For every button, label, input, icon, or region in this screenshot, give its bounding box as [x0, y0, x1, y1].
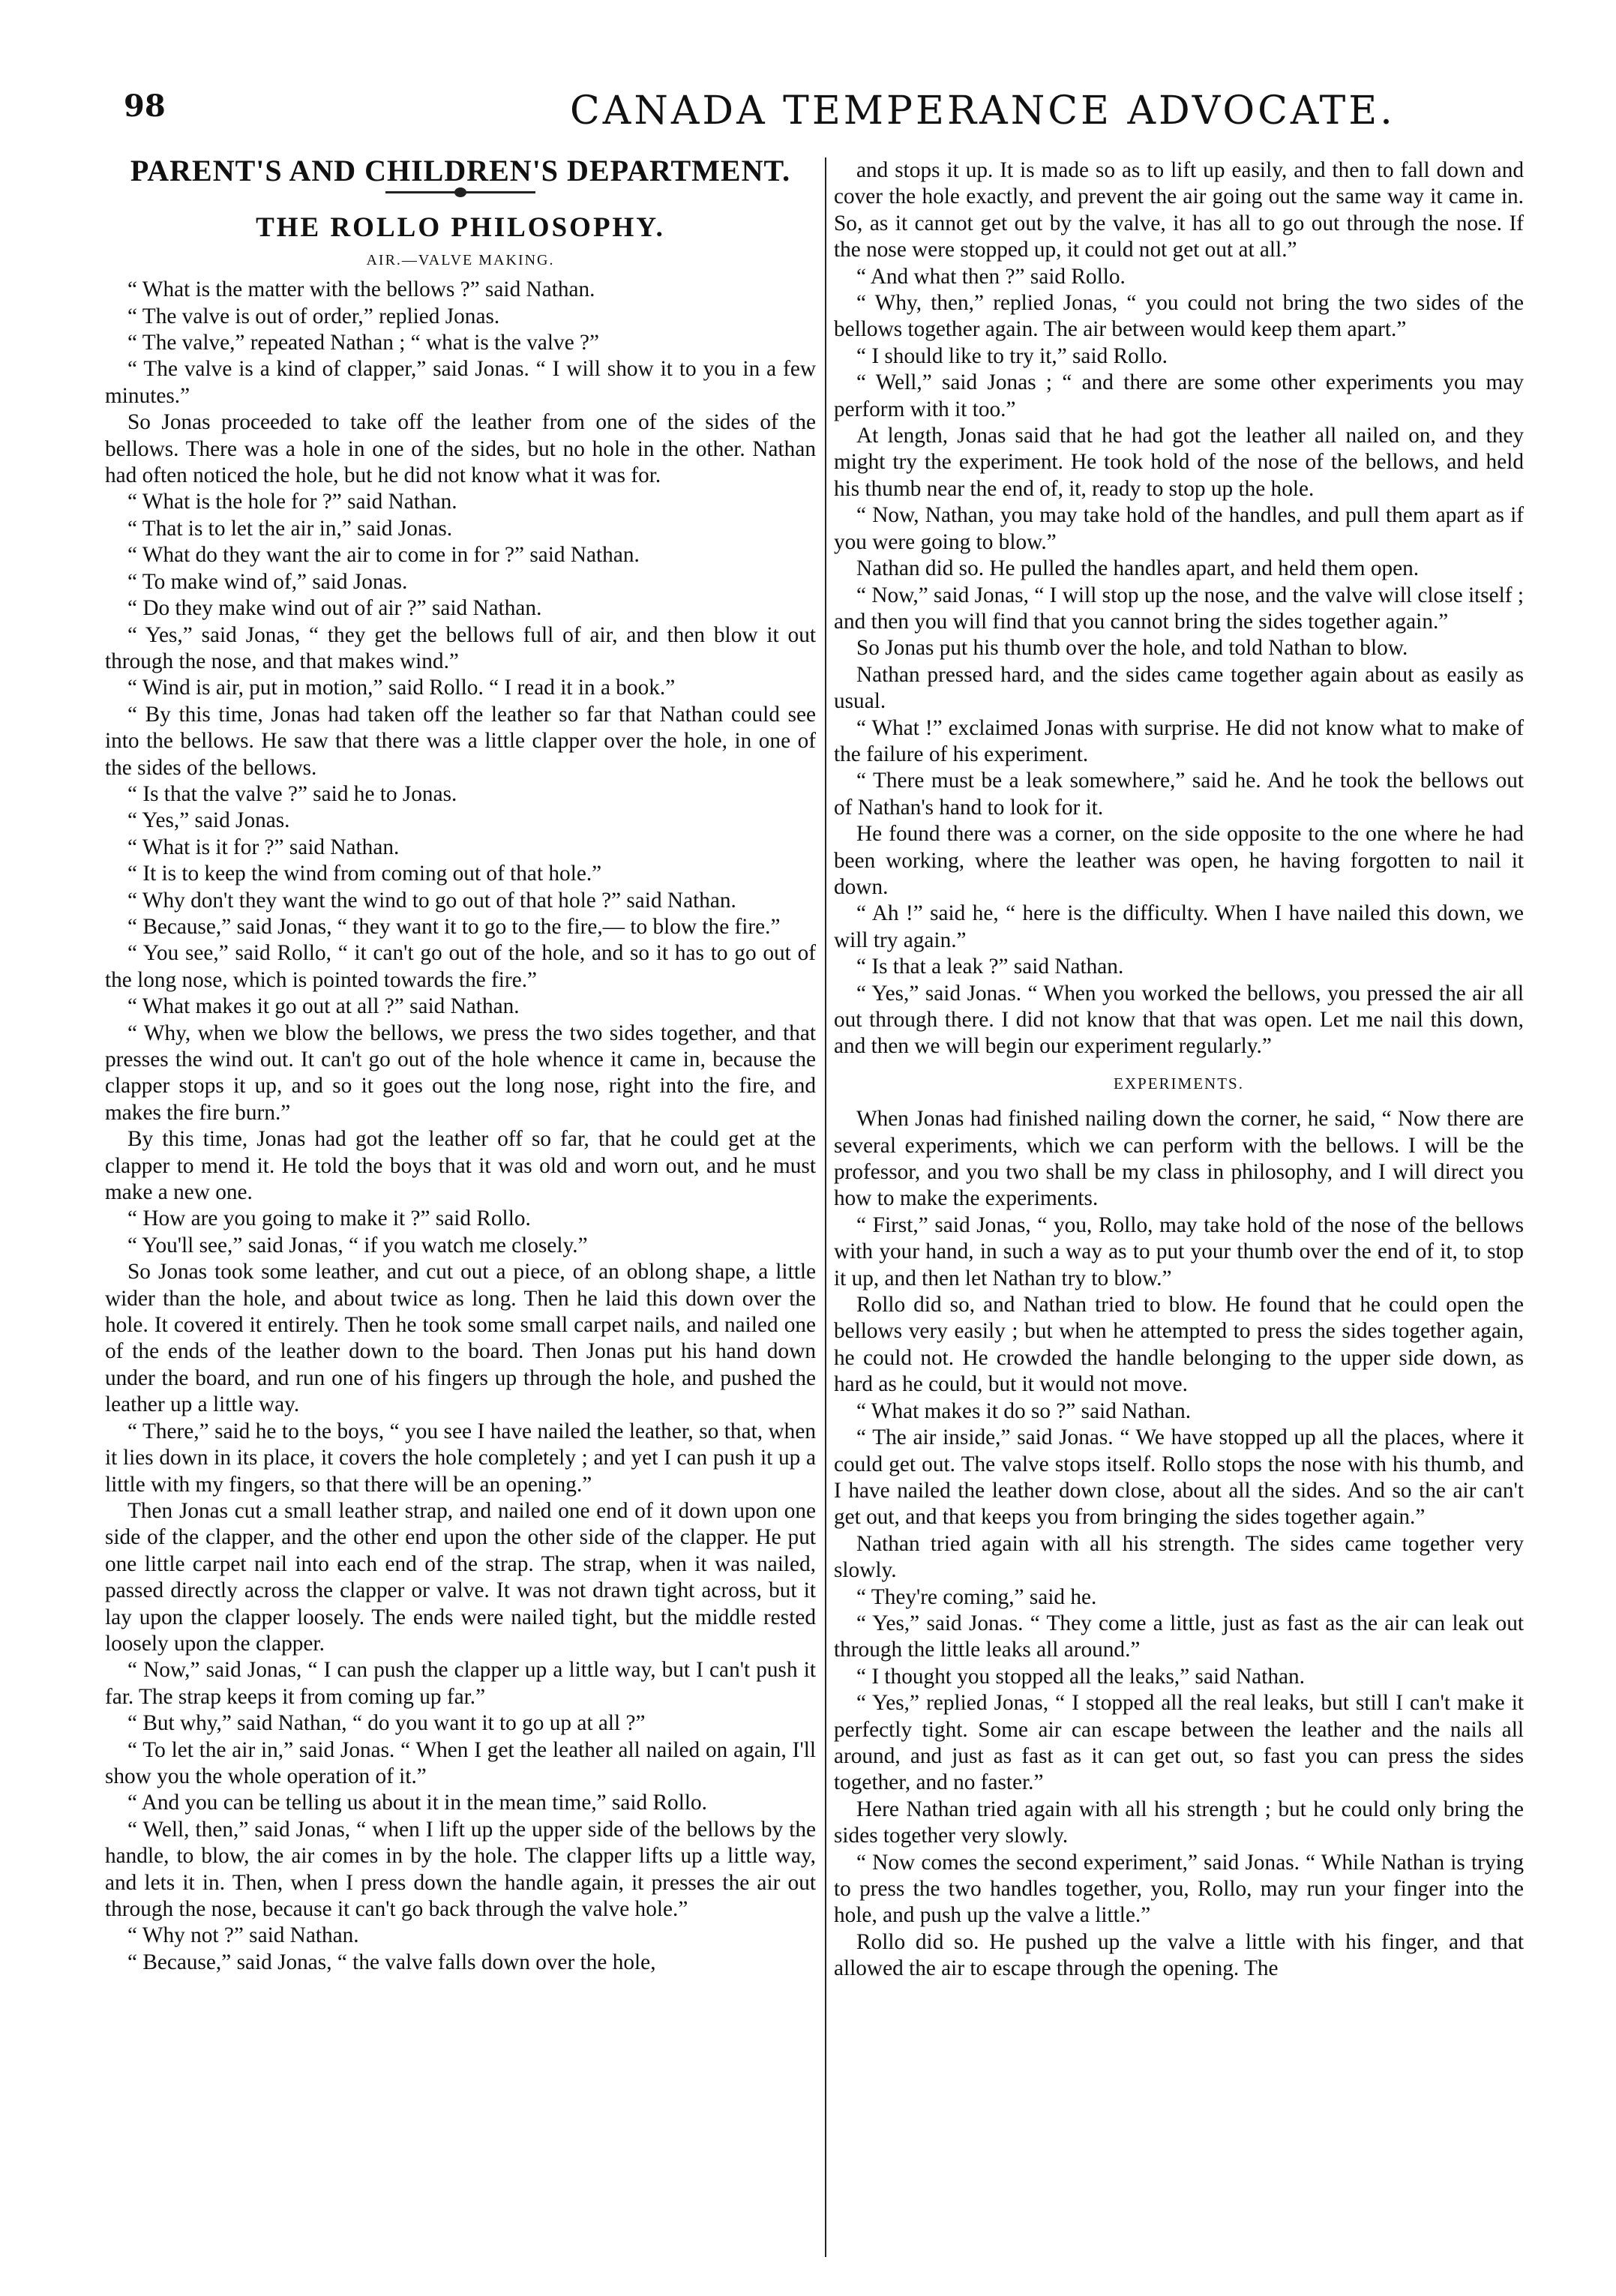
- paragraph: Here Nathan tried again with all his strength ; but he could only bring the sides together very slowly.: [834, 1797, 1524, 1848]
- paragraph: “ To let the air in,” said Jonas. “ When I get the leather all nailed on again, I'll show you the whole operation of it.”: [105, 1737, 816, 1788]
- paragraph: So Jonas proceeded to take off the leather from one of the sides of the bellows. There was a hole in one of the sides, but no hole in the other. Nathan had often noticed the hole, but he did not know what it was for.: [105, 410, 816, 488]
- paragraph: “ Do they make wind out of air ?” said Nathan.: [127, 596, 542, 621]
- paragraph: “ That is to let the air in,” said Jonas.: [127, 516, 453, 541]
- left-paragraphs: [105, 277, 816, 1976]
- paragraph: “ Well, then,” said Jonas, “ when I lift up the upper side of the bellows by the handle, to blow, the air comes in by the hole. The clapper lifts up a little way, and lets it in. Then, when I press down the handle again, it presses the air out through the nose, because it can't go back through the valve hole.”: [105, 1817, 816, 1921]
- paragraph: Nathan did so. He pulled the handles apart, and held them open.: [856, 556, 1420, 581]
- right-paragraphs-bottom: [834, 1106, 1524, 1982]
- paragraph: “ There must be a leak somewhere,” said he. And he took the bellows out of Nathan's hand to look for it.: [834, 769, 1524, 820]
- paragraph: “ The air inside,” said Jonas. “ We have stopped up all the places, where it could get out. The valve stops itself. Rollo stops the nose with his thumb, and I have nailed the leather down close, about all the sides. And so the air can't get out, and that keeps you from bringing the sides together again.”: [834, 1425, 1524, 1530]
- paragraph: Nathan tried again with all his strength. The sides came together very slowly.: [834, 1531, 1524, 1583]
- paragraph: “ But why,” said Nathan, “ do you want it to go up at all ?”: [127, 1711, 646, 1736]
- paragraph: “ First,” said Jonas, “ you, Rollo, may take hold of the nose of the bellows with your hand, in such a way as to put your thumb over the end of it, to stop it up, and then let Nathan try to blow.”: [834, 1212, 1524, 1290]
- paragraph: “ Why, when we blow the bellows, we press the two sides together, and that presses the wind out. It can't go out of the hole whence it came in, because the clapper stops it up, and so it goes out the long nose, right into the fire, and makes the fire burn.”: [105, 1021, 816, 1125]
- page-number: 98: [124, 88, 166, 124]
- paragraph: “ You see,” said Rollo, “ it can't go out of the hole, and so it has to go out of the long nose, which is pointed towards the fire.”: [105, 941, 816, 992]
- paragraph: “ I should like to try it,” said Rollo.: [856, 343, 1168, 368]
- paragraph: “ What do they want the air to come in for ?” said Nathan.: [127, 543, 640, 568]
- paragraph: “ What makes it go out at all ?” said Nathan.: [127, 994, 520, 1019]
- paragraph: “ Yes,” said Jonas.: [127, 808, 290, 833]
- paragraph: “ What is it for ?” said Nathan.: [127, 835, 400, 859]
- paragraph: “ The valve is a kind of clapper,” said Jonas. “ I will show it to you in a few minutes.”: [105, 357, 816, 408]
- paragraph: “ The valve is out of order,” replied Jonas.: [127, 304, 500, 328]
- right-paragraphs-top: [834, 157, 1524, 1060]
- paragraph: “ Yes,” replied Jonas, “ I stopped all the real leaks, but still I can't make it perfectly tight. Some air can escape between the leather and the nails all around, and just as fast as it can get out, so fast you can press the sides together, and no faster.”: [834, 1691, 1524, 1795]
- left-column: [105, 157, 816, 2250]
- paragraph: By this time, Jonas had got the leather off so far, that he could get at the clapper to mend it. He told the boys that it was old and worn out, and he must make a new one.: [105, 1127, 816, 1205]
- paragraph: “ The valve,” repeated Nathan ; “ what is the valve ?”: [127, 331, 600, 355]
- paragraph: and stops it up. It is made so as to lift up easily, and then to fall down and cover the hole exactly, and prevent the air going out the same way it came in. So, as it cannot get out by the valve, it has all to go out through the nose. If the nose were stopped up, it could not get out at all.”: [834, 158, 1524, 262]
- paragraph: “ What !” exclaimed Jonas with surprise. He did not know what to make of the failure of his experiment.: [834, 715, 1524, 766]
- paragraph: “ Why, then,” replied Jonas, “ you could not bring the two sides of the bellows together again. The air between would keep them apart.”: [834, 291, 1524, 342]
- paragraph: “ Now,” said Jonas, “ I will stop up the nose, and the valve will close itself ; and then you will find that you cannot bring the sides together again.”: [834, 583, 1524, 634]
- running-head: CANADA TEMPERANCE ADVOCATE.: [570, 88, 1396, 133]
- paragraph: “ You'll see,” said Jonas, “ if you watch me closely.”: [127, 1233, 588, 1257]
- paragraph: “ What is the matter with the bellows ?” said Nathan.: [127, 277, 595, 302]
- paragraph: “ What is the hole for ?” said Nathan.: [127, 490, 457, 514]
- paragraph: Rollo did so, and Nathan tried to blow. He found that he could open the bellows very easily ; but when he attempted to press the sides together again, he could not. He crowded the handle belonging to the upper side down, as hard as he could, but it would not move.: [834, 1293, 1524, 1397]
- right-column: [834, 157, 1524, 2250]
- paragraph: “ There,” said he to the boys, “ you see I have nailed the leather, so that, when it lies down in its place, it covers the hole completely ; and yet I can push it up a little with my fingers, so that there will be an opening.”: [105, 1419, 816, 1497]
- paragraph: At length, Jonas said that he had got the leather all nailed on, and they might try the experiment. He took hold of the nose of the bellows, and held his thumb near the end of, it, ready to stop up the hole.: [834, 424, 1524, 501]
- paragraph: “ They're coming,” said he.: [856, 1584, 1097, 1609]
- paragraph: “ Because,” said Jonas, “ they want it to go to the fire,— to blow the fire.”: [127, 914, 781, 939]
- paragraph: “ Yes,” said Jonas. “ They come a little, just as fast as the air can leak out through the little leaks all around.”: [834, 1611, 1524, 1662]
- paragraph: “ Yes,” said Jonas. “ When you worked the bellows, you pressed the air all out through there. I did not know that that was open. Let me nail this down, and then we will begin our experiment regularly.”: [834, 981, 1524, 1059]
- article-subtitle: AIR.—VALVE MAKING.: [366, 251, 555, 268]
- paragraph: “ What makes it do so ?” said Nathan.: [856, 1398, 1192, 1423]
- paragraph: “ Is that the valve ?” said he to Jonas.: [127, 781, 457, 806]
- paragraph: He found there was a corner, on the side opposite to the one where he had been working, where the leather was open, he having forgotten to nail it down.: [834, 822, 1524, 899]
- paragraph: So Jonas put his thumb over the hole, and told Nathan to blow.: [856, 636, 1408, 661]
- paragraph: “ By this time, Jonas had taken off the leather so far that Nathan could see into the bellows. He saw that there was a little clapper over the hole, in one of the sides of the bellows.: [105, 702, 816, 780]
- paragraph: “ Because,” said Jonas, “ the valve falls down over the hole,: [127, 1950, 656, 1974]
- section-heading-experiments: EXPERIMENTS.: [1114, 1074, 1244, 1093]
- paragraph: “ Wind is air, put in motion,” said Rollo. “ I read it in a book.”: [127, 676, 676, 700]
- paragraph: “ How are you going to make it ?” said Rollo.: [127, 1206, 531, 1231]
- article-title: THE ROLLO PHILOSOPHY.: [256, 212, 665, 244]
- paragraph: “ Well,” said Jonas ; “ and there are some other experiments you may perform with it too.”: [834, 370, 1524, 421]
- paragraph: “ Now,” said Jonas, “ I can push the clapper up a little way, but I can't push it far. The strap keeps it from coming up far.”: [105, 1658, 816, 1709]
- paragraph: “ And what then ?” said Rollo.: [856, 264, 1126, 289]
- paragraph: “ Now, Nathan, you may take hold of the handles, and pull them apart as if you were going to blow.”: [834, 503, 1524, 554]
- paragraph: “ I thought you stopped all the leaks,” said Nathan.: [856, 1664, 1305, 1689]
- paragraph: “ Yes,” said Jonas, “ they get the bellows full of air, and then blow it out through the nose, and that makes wind.”: [105, 622, 816, 673]
- paragraph: Rollo did so. He pushed up the valve a little with his finger, and that allowed the air to escape through the opening. The: [834, 1929, 1524, 1981]
- paragraph: “ It is to keep the wind from coming out of that hole.”: [127, 862, 602, 886]
- paragraph: When Jonas had finished nailing down the corner, he said, “ Now there are several experiments, which we can perform with the bellows. I will be the professor, and you two shall be my class in philosophy, and I will direct you how to make the experiments.: [834, 1107, 1524, 1211]
- column-rule: [825, 157, 826, 2257]
- paragraph: “ Now comes the second experiment,” said Jonas. “ While Nathan is trying to press the two handles together, you, Rollo, may run your finger into the hole, and push up the valve a little.”: [834, 1850, 1524, 1928]
- paragraph: “ Why not ?” said Nathan.: [127, 1923, 359, 1948]
- paragraph: Then Jonas cut a small leather strap, and nailed one end of it down upon one side of the clapper, and the other end upon the other side of the clapper. He put one little carpet nail into each end of the strap. The strap, when it was nailed, passed directly across the clapper or valve. It was not drawn tight across, but it lay upon the clapper loosely. The ends were nailed tight, but the middle rested loosely upon the clapper.: [105, 1498, 816, 1656]
- paragraph: “ And you can be telling us about it in the mean time,” said Rollo.: [127, 1791, 707, 1815]
- title-ornament-rule: [385, 191, 535, 193]
- paragraph: “ Why don't they want the wind to go out of that hole ?” said Nathan.: [127, 888, 736, 913]
- paragraph: “ Ah !” said he, “ here is the difficulty. When I have nailed this down, we will try again.”: [834, 901, 1524, 952]
- paragraph: “ Is that a leak ?” said Nathan.: [856, 955, 1124, 979]
- paragraph: Nathan pressed hard, and the sides came together again about as easily as usual.: [834, 662, 1524, 714]
- paragraph: So Jonas took some leather, and cut out a piece, of an oblong shape, a little wider than the hole, and about twice as long. Then he laid this down over the hole. It covered it entirely. Then he took some small carpet nails, and nailed one of the ends of the leather down to the board. Then Jonas put his hand down under the board, and run one of his fingers up through the hole, and pushed the leather up a little way.: [105, 1260, 816, 1417]
- department-title: PARENT'S AND CHILDREN'S DEPARTMENT.: [130, 157, 791, 187]
- paragraph: “ To make wind of,” said Jonas.: [127, 569, 408, 594]
